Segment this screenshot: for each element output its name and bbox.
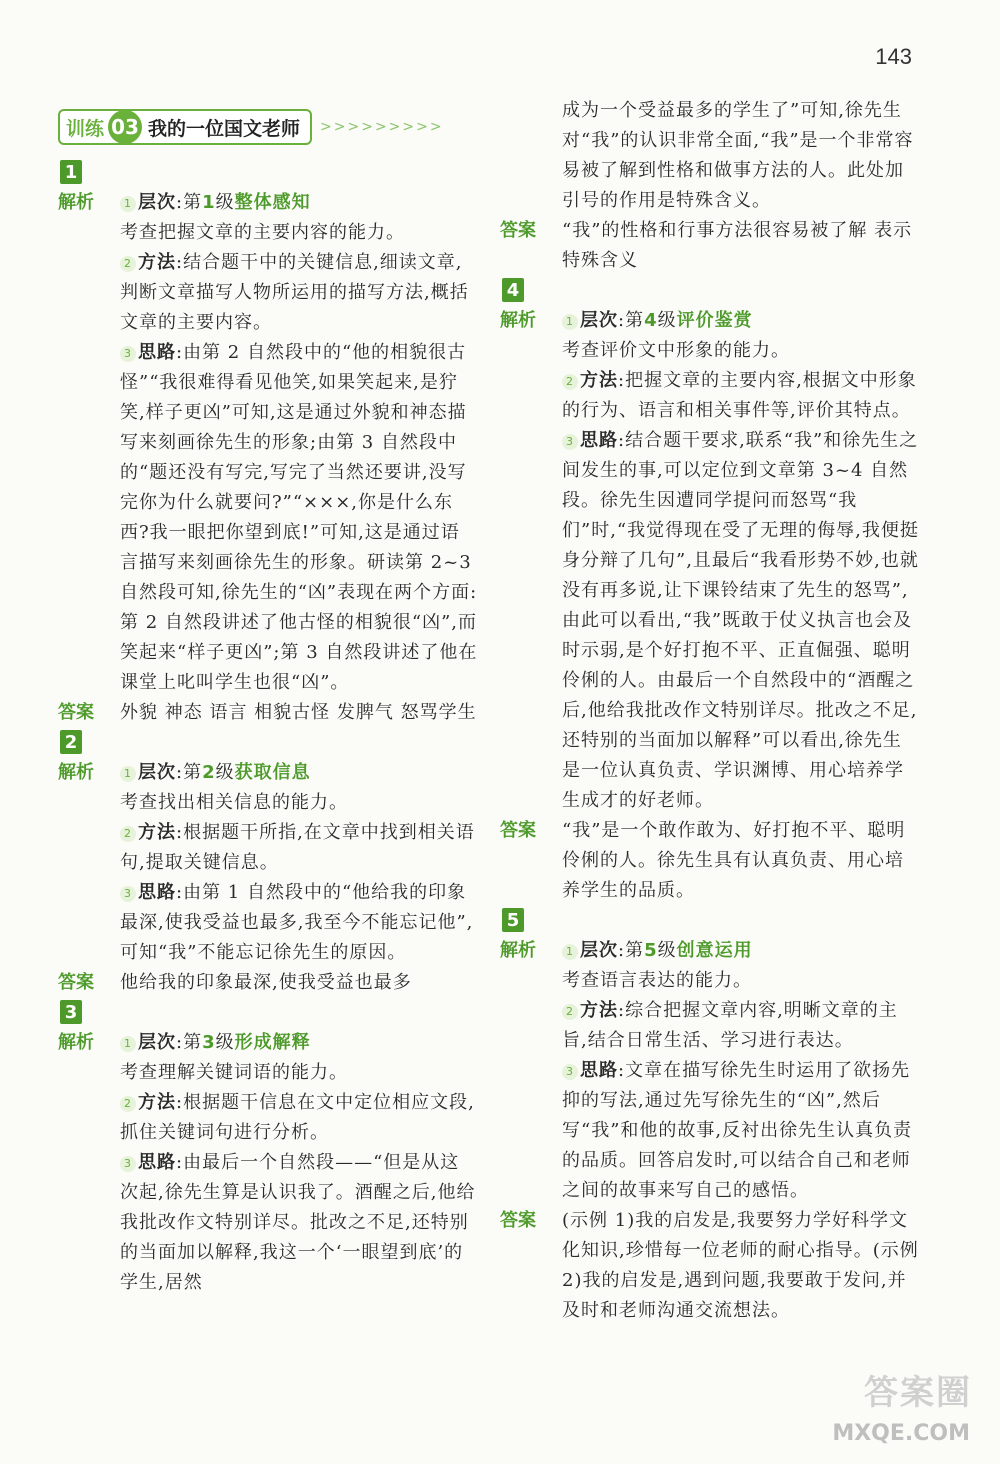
q2-analysis bbox=[58, 758, 478, 968]
circled-3-icon: 3 bbox=[562, 434, 578, 450]
q5-answer-text: (示例 1)我的启发是,我要努力学好科学文化知识,珍惜每一位老师的耐心指导。(示例 2)我的启发是,遇到问题,我要敢于发问,并及时和老师沟通交流想法。 bbox=[562, 1210, 919, 1321]
q1-method: 2 方法:结合题干中的关键信息,细读文章,判断文章描写人物所运用的描写方法,概括文章的主要内容。 bbox=[120, 252, 469, 333]
analysis-label: 解析 bbox=[58, 1032, 94, 1053]
question-number-3: 3 bbox=[60, 1000, 82, 1024]
q1-answer-text: 外貌 神态 语言 相貌古怪 发脾气 怒骂学生 bbox=[120, 702, 477, 723]
q4-method: 2 方法:把握文章的主要内容,根据文中形象的行为、语言和相关事件等,评价其特点。 bbox=[562, 370, 917, 421]
q2-desc: 考查找出相关信息的能力。 bbox=[120, 792, 348, 813]
page-number: 143 bbox=[875, 44, 912, 69]
q2-answer-text: 他给我的印象最深,使我受益也最多 bbox=[120, 972, 412, 993]
circled-3-icon: 3 bbox=[120, 886, 136, 902]
analysis-label: 解析 bbox=[58, 192, 94, 213]
analysis-label: 解析 bbox=[500, 940, 536, 961]
circled-2-icon: 2 bbox=[120, 1096, 136, 1112]
q4-desc: 考查评价文中形象的能力。 bbox=[562, 340, 790, 361]
q2-method: 2 方法:根据题干所指,在文章中找到相关语句,提取关键信息。 bbox=[120, 822, 475, 873]
q3-answer bbox=[500, 216, 920, 276]
q2-level: 1 层次:第2级获取信息 bbox=[120, 758, 478, 788]
circled-1-icon: 1 bbox=[562, 944, 578, 960]
q3-analysis-continued bbox=[500, 96, 920, 216]
left-column bbox=[58, 108, 478, 1298]
section-title: 我的一位国文老师 bbox=[148, 117, 301, 140]
section-header bbox=[58, 108, 478, 146]
circled-2-icon: 2 bbox=[562, 374, 578, 390]
circled-3-icon: 3 bbox=[562, 1064, 578, 1080]
q2-thinking: 3 思路:由第 1 自然段中的“他给我的印象最深,使我受益也最多,我至今不能忘记他”,可知“我”不能忘记徐先生的原因。 bbox=[120, 882, 474, 963]
q3-thinking: 3 思路:由最后一个自然段——“但是从这次起,徐先生算是认识我了。酒醒之后,他给我批改作文特别详尽。批改之不足,还特别的当面加以解释,我这一个‘一眼望到底’的学生,居然 bbox=[120, 1152, 476, 1293]
circled-1-icon: 1 bbox=[120, 196, 136, 212]
q1-answer bbox=[58, 698, 478, 728]
circled-2-icon: 2 bbox=[562, 1004, 578, 1020]
q1-level: 1 层次:第1级整体感知 bbox=[120, 188, 478, 218]
q3-desc: 考查理解关键词语的能力。 bbox=[120, 1062, 348, 1083]
circled-1-icon: 1 bbox=[562, 314, 578, 330]
circled-2-icon: 2 bbox=[120, 256, 136, 272]
q3-method: 2 方法:根据题干信息在文中定位相应文段,抓住关键词句进行分析。 bbox=[120, 1092, 475, 1143]
q3-answer-text: “我”的性格和行事方法很容易被了解 表示特殊含义 bbox=[562, 220, 913, 271]
watermark-logo: 答案圈 bbox=[864, 1373, 972, 1413]
q5-desc: 考查语言表达的能力。 bbox=[562, 970, 752, 991]
q3-analysis bbox=[58, 1028, 478, 1298]
circled-1-icon: 1 bbox=[120, 1036, 136, 1052]
question-number-4: 4 bbox=[502, 278, 524, 302]
arrow-decoration: >>>>>>>>> bbox=[320, 119, 444, 135]
q1-analysis bbox=[58, 188, 478, 698]
q1-desc: 考查把握文章的主要内容的能力。 bbox=[120, 222, 405, 243]
circled-3-icon: 3 bbox=[120, 1156, 136, 1172]
q5-method: 2 方法:综合把握文章内容,明晰文章的主旨,结合日常生活、学习进行表达。 bbox=[562, 1000, 898, 1051]
answer-label: 答案 bbox=[58, 702, 94, 723]
answer-label: 答案 bbox=[500, 1210, 536, 1231]
q3-thinking-continued: 成为一个受益最多的学生了”可知,徐先生对“我”的认识非常全面,“我”是一个非常容易被了解到性格和做事方法的人。此处加引号的作用是特殊含义。 bbox=[562, 100, 914, 211]
q1-thinking: 3 思路:由第 2 自然段中的“他的相貌很古怪”“我很难得看见他笑,如果笑起来,是狞笑,样子更凶”可知,这是通过外貌和神态描写来刻画徐先生的形象;由第 3 自然段中的“题还没有写完,写完了当然还要讲,没写完你为什么就要问?”“×××,你是什么东西?我一眼把你望到底!”可知,这是通过语言描写来刻画徐先生的形象。研读第 2~3 自然段可知,徐先生的“凶”表现在两个方面:第 2 自然段讲述了他古怪的相貌很“凶”,而笑起来“样子更凶”;第 3 自然段讲述了他在课堂上叱叫学生也很“凶”。 bbox=[120, 342, 478, 693]
q4-level: 1 层次:第4级评价鉴赏 bbox=[562, 306, 920, 336]
analysis-label: 解析 bbox=[58, 762, 94, 783]
q3-level: 1 层次:第3级形成解释 bbox=[120, 1028, 478, 1058]
watermark-url: MXQE.COM bbox=[832, 1421, 970, 1446]
q2-answer bbox=[58, 968, 478, 998]
circled-1-icon: 1 bbox=[120, 766, 136, 782]
circled-3-icon: 3 bbox=[120, 346, 136, 362]
analysis-label: 解析 bbox=[500, 310, 536, 331]
q4-answer-text: “我”是一个敢作敢为、好打抱不平、聪明伶俐的人。徐先生具有认真负责、用心培养学生的品质。 bbox=[562, 820, 906, 901]
section-number-badge: 03 bbox=[108, 110, 142, 144]
answer-label: 答案 bbox=[58, 972, 94, 993]
right-column bbox=[500, 96, 920, 1326]
answer-label: 答案 bbox=[500, 820, 536, 841]
q5-analysis bbox=[500, 936, 920, 1206]
q4-thinking: 3 思路:结合题干要求,联系“我”和徐先生之间发生的事,可以定位到文章第 3~4 自然段。徐先生因遭同学提问而怒骂“我们”时,“我觉得现在受了无理的侮辱,我便挺身分辩了几句”,且最后“我看形势不妙,也就没有再多说,让下课铃结束了先生的怒骂”,由此可以看出,“我”既敢于仗义执言也会及时示弱,是个好打抱不平、正直倔强、聪明伶俐的人。由最后一个自然段中的“酒醒之后,他给我批改作文特别详尽。批改之不足,还特别的当面加以解释”可以看出,徐先生是一位认真负责、学识渊博、用心培养学生成才的好老师。 bbox=[562, 430, 919, 811]
question-number-1: 1 bbox=[60, 160, 82, 184]
q5-thinking: 3 思路:文章在描写徐先生时运用了欲扬先抑的写法,通过先写徐先生的“凶”,然后写“我”和他的故事,反衬出徐先生认真负责的品质。回答启发时,可以结合自己和老师之间的故事来写自己的感悟。 bbox=[562, 1060, 913, 1201]
question-number-2: 2 bbox=[60, 730, 82, 754]
question-number-5: 5 bbox=[502, 908, 524, 932]
circled-2-icon: 2 bbox=[120, 826, 136, 842]
q4-analysis bbox=[500, 306, 920, 816]
answer-label: 答案 bbox=[500, 220, 536, 241]
q5-answer bbox=[500, 1206, 920, 1326]
q5-level: 1 层次:第5级创意运用 bbox=[562, 936, 920, 966]
section-tag: 训练 bbox=[66, 117, 105, 140]
q4-answer bbox=[500, 816, 920, 906]
section-title-box bbox=[58, 109, 312, 145]
